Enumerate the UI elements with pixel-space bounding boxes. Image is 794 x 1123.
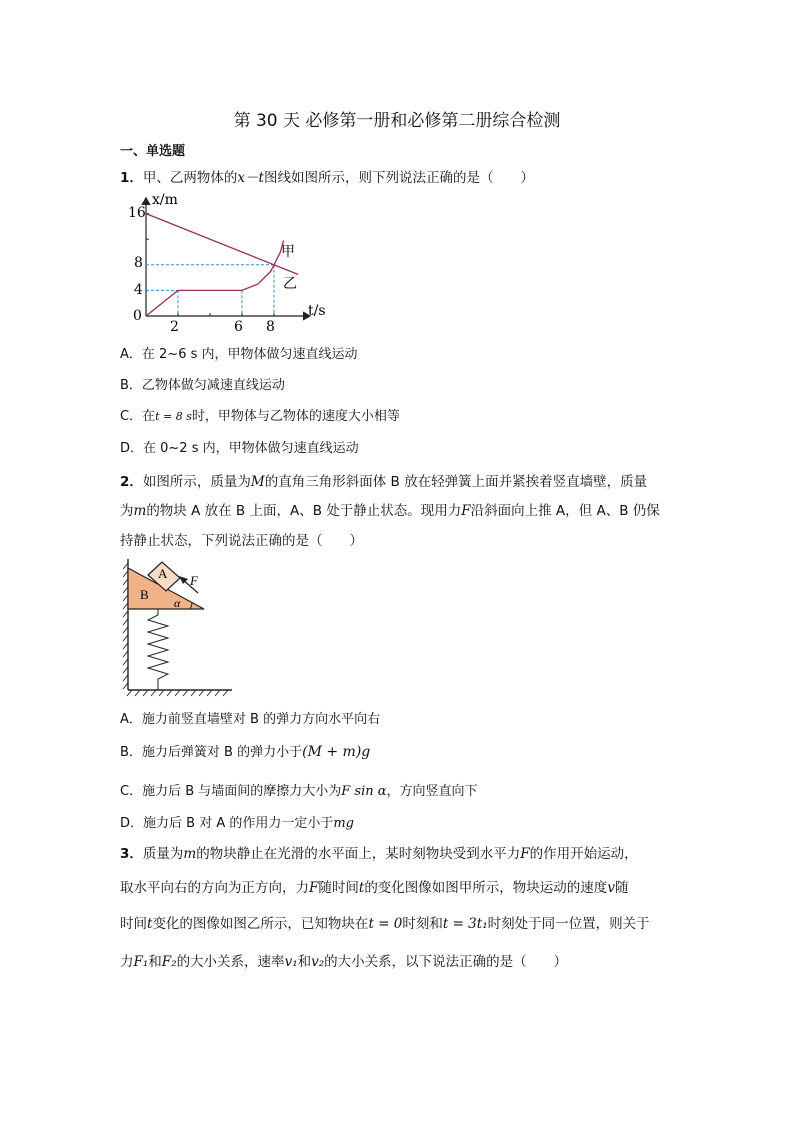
q1-option-b[interactable]: B．乙物体做匀减速直线运动 xyxy=(120,378,285,393)
q2-option-b[interactable]: B．施力后弹簧对 B 的弹力小于(M + m)g xyxy=(120,744,371,760)
label-f: F xyxy=(190,573,198,588)
y-axis-label: x/m xyxy=(152,192,178,208)
x-tick-label-2: 2 xyxy=(170,319,179,334)
incline-figure xyxy=(120,555,240,700)
question-3-number: 3． xyxy=(120,846,143,862)
q2-option-d[interactable]: D．施力后 B 对 A 的作用力一定小于mg xyxy=(120,816,355,831)
question-3-line-4: 力F₁和F₂的大小关系，速率v₁和v₂的大小关系，以下说法正确的是（ ） xyxy=(120,954,568,970)
question-3-line-3: 时间t变化的图像如图乙所示，已知物块在t = 0时刻和t = 3t₁时刻处于同一位置，则关于 xyxy=(120,916,650,932)
label-b: B xyxy=(140,587,149,602)
xt-graph xyxy=(128,192,338,334)
x-axis-label: t/s xyxy=(308,303,326,319)
floor-hatching xyxy=(127,690,228,696)
question-1-number: 1． xyxy=(120,170,143,186)
series-label-yi: 乙 xyxy=(283,276,297,292)
label-alpha: α xyxy=(174,596,181,610)
spring xyxy=(148,609,168,690)
q1-option-c[interactable]: C．在t = 8 s时，甲物体与乙物体的速度大小相等 xyxy=(120,409,400,424)
y-tick-label-4: 4 xyxy=(134,282,143,298)
label-a: A xyxy=(158,566,168,581)
q2-option-c[interactable]: C．施力后 B 与墙面间的摩擦力大小为F sin α，方向竖直向下 xyxy=(120,784,478,799)
question-2-line-1: 2．如图所示，质量为M的直角三角形斜面体 B 放在轻弹簧上面并紧挨着竖直墙壁，质量 xyxy=(120,474,648,490)
question-2-line-2: 为m的物块 A 放在 B 上面，A、B 处于静止状态。现用力F沿斜面向上推 A，但 A、B 仍保 xyxy=(120,503,660,519)
question-1-stem: 1．甲、乙两物体的x－t图线如图所示，则下列说法正确的是（ ） xyxy=(120,170,534,186)
y-tick-label-8: 8 xyxy=(134,255,143,271)
question-2-line-3: 持静止状态，下列说法正确的是（ ） xyxy=(120,533,363,549)
question-3-line-2: 取水平向右的方向为正方向，力F随时间t的变化图像如图甲所示，物块运动的速度v随 xyxy=(120,880,629,896)
section-heading: 一、单选题 xyxy=(120,144,186,159)
q2-option-a[interactable]: A．施力前竖直墙壁对 B 的弹力方向水平向右 xyxy=(120,712,381,727)
y-tick-label-16: 16 xyxy=(128,205,146,221)
x-tick-label-6: 6 xyxy=(234,319,243,334)
question-2-number: 2． xyxy=(120,474,143,490)
series-label-jia: 甲 xyxy=(281,244,295,260)
curve-jia xyxy=(146,240,284,316)
q1-option-d[interactable]: D．在 0~2 s 内，甲物体做匀速直线运动 xyxy=(120,441,359,456)
question-3-line-1: 3．质量为m的物块静止在光滑的水平面上，某时刻物块受到水平力F的作用开始运动， xyxy=(120,846,638,862)
q1-option-a[interactable]: A．在 2~6 s 内，甲物体做匀速直线运动 xyxy=(120,347,358,362)
origin-label: 0 xyxy=(133,308,142,324)
x-tick-label-8: 8 xyxy=(266,319,275,334)
page-title: 第 30 天 必修第一册和必修第二册综合检测 xyxy=(233,111,561,131)
wall-hatching xyxy=(123,563,128,689)
